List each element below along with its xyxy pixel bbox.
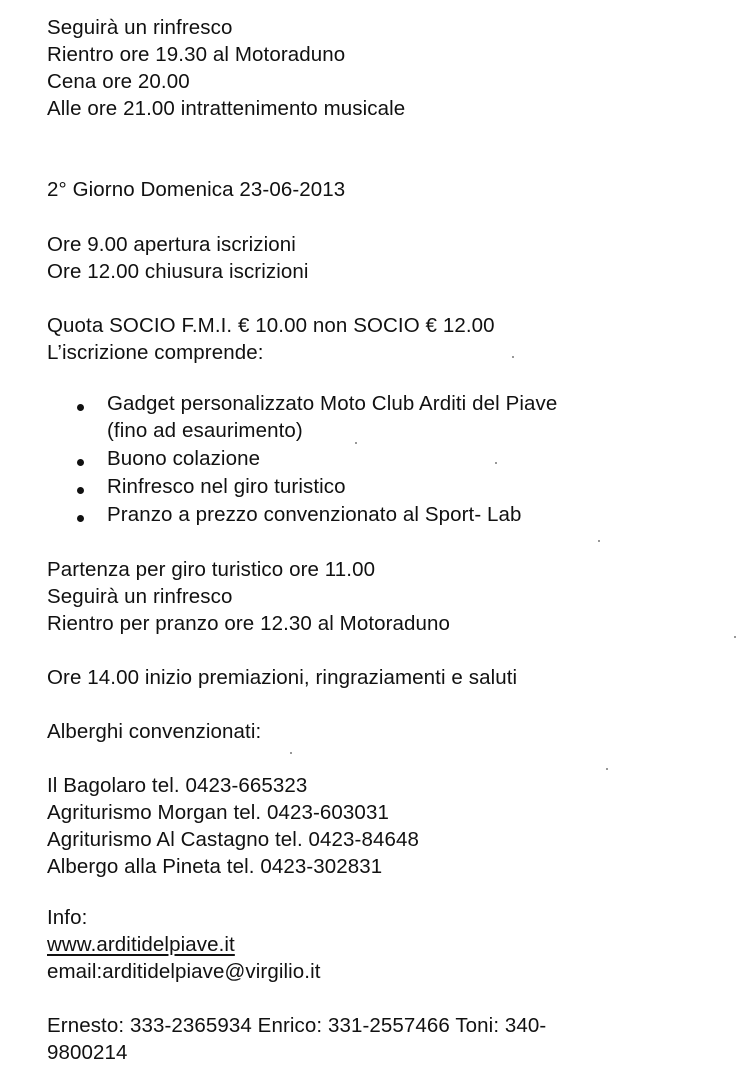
include-item-gadget: Gadget personalizzato Moto Club Arditi del Piave — [107, 392, 558, 415]
include-item-rinfresco: Rinfresco nel giro turistico — [107, 475, 346, 498]
include-item-pranzo: Pranzo a prezzo convenzionato al Sport- Lab — [107, 503, 522, 526]
scan-speck — [290, 752, 292, 754]
fee-line: Quota SOCIO F.M.I. € 10.00 non SOCIO € 12.00 — [47, 314, 495, 337]
hotel-item: Albergo alla Pineta tel. 0423-302831 — [47, 855, 383, 878]
scan-speck — [734, 636, 736, 638]
scan-speck — [606, 768, 608, 770]
email-line[interactable]: email:arditidelpiave@virgilio.it — [47, 960, 321, 983]
day2-heading: 2° Giorno Domenica 23-06-2013 — [47, 178, 346, 201]
scan-speck — [355, 442, 357, 444]
day1-line-musica: Alle ore 21.00 intrattenimento musicale — [47, 97, 406, 120]
awards-line: Ore 14.00 inizio premiazioni, ringraziamenti e saluti — [47, 666, 518, 689]
day1-line-cena: Cena ore 20.00 — [47, 70, 190, 93]
bullet-icon — [77, 459, 84, 466]
scan-speck — [512, 356, 514, 358]
include-item-colazione: Buono colazione — [107, 447, 261, 470]
bullet-icon — [77, 404, 84, 411]
registration-close: Ore 12.00 chiusura iscrizioni — [47, 260, 309, 283]
hotel-item: Agriturismo Morgan tel. 0423-603031 — [47, 801, 389, 824]
registration-open: Ore 9.00 apertura iscrizioni — [47, 233, 296, 256]
hotel-item: Agriturismo Al Castagno tel. 0423-84648 — [47, 828, 419, 851]
tour-departure: Partenza per giro turistico ore 11.00 — [47, 558, 376, 581]
info-label: Info: — [47, 906, 88, 929]
hotels-label: Alberghi convenzionati: — [47, 720, 262, 743]
bullet-icon — [77, 487, 84, 494]
contacts-line-continued: 9800214 — [47, 1041, 128, 1064]
tour-rinfresco: Seguirà un rinfresco — [47, 585, 233, 608]
hotel-item: Il Bagolaro tel. 0423-665323 — [47, 774, 308, 797]
include-item-gadget-note: (fino ad esaurimento) — [107, 419, 303, 442]
contacts-line: Ernesto: 333-2365934 Enrico: 331-2557466 Toni: 340- — [47, 1014, 547, 1037]
scan-speck — [495, 462, 497, 464]
website-link[interactable]: www.arditidelpiave.it — [47, 933, 235, 956]
day1-line-rinfresco: Seguirà un rinfresco — [47, 16, 233, 39]
bullet-icon — [77, 515, 84, 522]
includes-label: L’iscrizione comprende: — [47, 341, 264, 364]
tour-return: Rientro per pranzo ore 12.30 al Motoraduno — [47, 612, 451, 635]
scan-speck — [598, 540, 600, 542]
day1-line-rientro: Rientro ore 19.30 al Motoraduno — [47, 43, 346, 66]
